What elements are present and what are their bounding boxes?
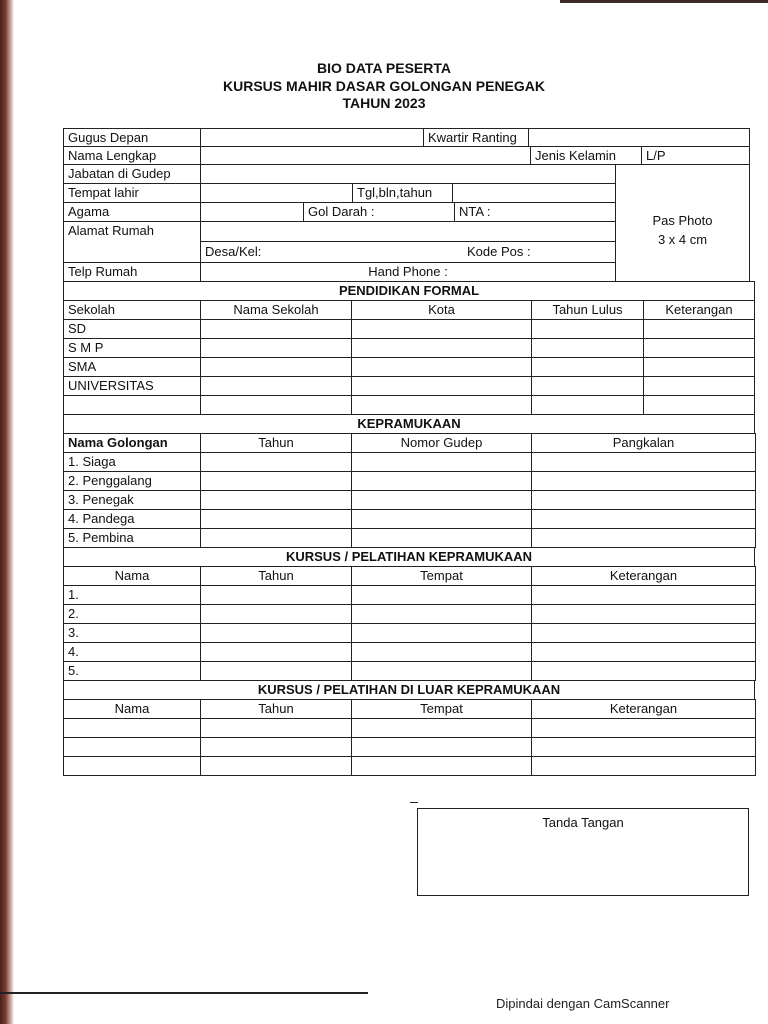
kepramukaan-row-cell[interactable] — [351, 528, 532, 548]
kursus-header-3: Keterangan — [531, 566, 756, 586]
pendidikan-row-cell[interactable] — [351, 376, 532, 396]
pendidikan-row-cell[interactable] — [531, 395, 644, 415]
kursus-row-label: 2. — [63, 604, 201, 624]
kepramukaan-row-cell[interactable] — [531, 509, 756, 529]
pendidikan-row-label — [63, 395, 201, 415]
kursus-header-2: Tempat — [351, 566, 532, 586]
scan-bottom-line — [0, 992, 368, 994]
kursus-row-label: 4. — [63, 642, 201, 662]
kepramukaan-header-2: Nomor Gudep — [351, 433, 532, 453]
kursus-row-cell[interactable] — [531, 642, 756, 662]
scan-edge-top — [560, 0, 768, 3]
kursus_luar-row-cell[interactable] — [531, 756, 756, 776]
pendidikan-header-3: Tahun Lulus — [531, 300, 644, 320]
pendidikan-row-cell[interactable] — [200, 319, 352, 339]
kursus_luar-row-cell[interactable] — [531, 718, 756, 738]
doc-title-line3: TAHUN 2023 — [342, 95, 426, 111]
kursus_luar-row-cell[interactable] — [200, 756, 352, 776]
photo-label: Pas Photo — [652, 213, 713, 228]
field-desa-kodepos[interactable] — [200, 241, 616, 263]
pendidikan-row-label: UNIVERSITAS — [63, 376, 201, 396]
signature-box[interactable] — [417, 808, 749, 896]
doc-title-line2: KURSUS MAHIR DASAR GOLONGAN PENEGAK — [222, 78, 545, 94]
kursus-row-cell[interactable] — [351, 661, 532, 681]
kursus-row-cell[interactable] — [531, 623, 756, 643]
kursus_luar-header-2: Tempat — [351, 699, 532, 719]
kursus-row-cell[interactable] — [351, 623, 532, 643]
field-tgl-lahir[interactable] — [452, 183, 616, 203]
kepramukaan-row-cell[interactable] — [351, 490, 532, 510]
pendidikan-row-label: SD — [63, 319, 201, 339]
kepramukaan-row-cell[interactable] — [531, 452, 756, 472]
pendidikan-header-4: Keterangan — [643, 300, 755, 320]
kepramukaan-header-3: Pangkalan — [531, 433, 756, 453]
kepramukaan-row-cell[interactable] — [200, 490, 352, 510]
kepramukaan-title: KEPRAMUKAAN — [63, 414, 755, 434]
kepramukaan-row-cell[interactable] — [200, 509, 352, 529]
pendidikan-row-cell[interactable] — [643, 319, 755, 339]
signature-tick — [410, 802, 418, 803]
signature-label: Tanda Tangan — [542, 815, 624, 830]
scan-edge-left — [0, 0, 14, 1024]
pendidikan-row-cell[interactable] — [531, 376, 644, 396]
kepramukaan-row-cell[interactable] — [351, 471, 532, 491]
kepramukaan-row-cell[interactable] — [531, 490, 756, 510]
pendidikan-row-cell[interactable] — [531, 338, 644, 358]
kepramukaan-row-cell[interactable] — [351, 452, 532, 472]
kepramukaan-row-label: 5. Pembina — [63, 528, 201, 548]
pendidikan-row-cell[interactable] — [531, 357, 644, 377]
pendidikan-title: PENDIDIKAN FORMAL — [63, 281, 755, 301]
kepramukaan-header-1: Tahun — [200, 433, 352, 453]
pendidikan-header-1: Nama Sekolah — [200, 300, 352, 320]
label-desa: Desa/Kel: — [205, 244, 262, 259]
kursus_luar-row-label — [63, 737, 201, 757]
label-telp-rumah: Telp Rumah — [63, 262, 201, 282]
pendidikan-row-cell[interactable] — [351, 357, 532, 377]
field-nta[interactable]: NTA : — [454, 202, 616, 222]
kursus-row-label: 3. — [63, 623, 201, 643]
kepramukaan-row-cell[interactable] — [200, 471, 352, 491]
kursus_luar-row-cell[interactable] — [351, 737, 532, 757]
kursus_luar-title: KURSUS / PELATIHAN DI LUAR KEPRAMUKAAN — [63, 680, 755, 700]
pendidikan-row-cell[interactable] — [351, 338, 532, 358]
kepramukaan-row-cell[interactable] — [200, 528, 352, 548]
pendidikan-row-label: SMA — [63, 357, 201, 377]
pendidikan-header-2: Kota — [351, 300, 532, 320]
kursus-row-label: 5. — [63, 661, 201, 681]
kursus-row-cell[interactable] — [200, 661, 352, 681]
kursus-header-0: Nama — [63, 566, 201, 586]
kursus_luar-header-3: Keterangan — [531, 699, 756, 719]
field-agama[interactable] — [200, 202, 304, 222]
kursus-row-cell[interactable] — [351, 604, 532, 624]
kursus_luar-header-0: Nama — [63, 699, 201, 719]
kursus-header-1: Tahun — [200, 566, 352, 586]
pendidikan-row-cell[interactable] — [351, 395, 532, 415]
label-jabatan: Jabatan di Gudep — [63, 164, 201, 184]
pendidikan-row-cell[interactable] — [643, 376, 755, 396]
field-gugus-depan[interactable] — [200, 128, 424, 147]
kursus-row-cell[interactable] — [200, 585, 352, 605]
pendidikan-row-cell[interactable] — [200, 376, 352, 396]
field-tempat-lahir[interactable] — [200, 183, 353, 203]
label-kode-pos: Kode Pos : — [467, 244, 531, 259]
kursus-row-label: 1. — [63, 585, 201, 605]
field-jabatan[interactable] — [200, 164, 616, 184]
pendidikan-row-cell[interactable] — [200, 395, 352, 415]
label-agama: Agama — [63, 202, 201, 222]
kepramukaan-row-label: 2. Penggalang — [63, 471, 201, 491]
kursus-title: KURSUS / PELATIHAN KEPRAMUKAAN — [63, 547, 755, 567]
kepramukaan-row-label: 3. Penegak — [63, 490, 201, 510]
field-gol-darah[interactable]: Gol Darah : — [303, 202, 455, 222]
kursus-row-cell[interactable] — [200, 642, 352, 662]
pendidikan-row-cell[interactable] — [643, 395, 755, 415]
kepramukaan-row-cell[interactable] — [531, 471, 756, 491]
label-gugus-depan: Gugus Depan — [63, 128, 201, 147]
doc-title-line1: BIO DATA PESERTA — [316, 60, 452, 76]
kursus_luar-row-label — [63, 718, 201, 738]
kursus_luar-header-1: Tahun — [200, 699, 352, 719]
kepramukaan-row-cell[interactable] — [200, 452, 352, 472]
kepramukaan-row-cell[interactable] — [531, 528, 756, 548]
label-tgl-lahir: Tgl,bln,tahun — [352, 183, 453, 203]
label-jenis-kelamin: Jenis Kelamin — [530, 146, 642, 165]
kursus-row-cell[interactable] — [531, 604, 756, 624]
pas-photo-box — [615, 164, 750, 282]
camscanner-watermark: Dipindai dengan CamScanner — [496, 996, 670, 1011]
kursus_luar-row-cell[interactable] — [200, 718, 352, 738]
kursus_luar-row-cell[interactable] — [351, 718, 532, 738]
kursus_luar-row-cell[interactable] — [351, 756, 532, 776]
pendidikan-row-cell[interactable] — [200, 357, 352, 377]
pendidikan-row-cell[interactable] — [351, 319, 532, 339]
kursus-row-cell[interactable] — [531, 661, 756, 681]
kursus-row-cell[interactable] — [531, 585, 756, 605]
label-nama-lengkap: Nama Lengkap — [63, 146, 201, 165]
field-alamat[interactable] — [200, 221, 616, 242]
field-nama-lengkap[interactable] — [200, 146, 531, 165]
kursus_luar-row-cell[interactable] — [531, 737, 756, 757]
kursus-row-cell[interactable] — [351, 642, 532, 662]
kursus-row-cell[interactable] — [200, 623, 352, 643]
pendidikan-row-label: S M P — [63, 338, 201, 358]
kursus-row-cell[interactable] — [351, 585, 532, 605]
kepramukaan-row-label: 4. Pandega — [63, 509, 201, 529]
pendidikan-row-cell[interactable] — [643, 357, 755, 377]
kursus_luar-row-cell[interactable] — [200, 737, 352, 757]
pendidikan-row-cell[interactable] — [200, 338, 352, 358]
field-jenis-kelamin[interactable]: L/P — [641, 146, 750, 165]
kepramukaan-row-cell[interactable] — [351, 509, 532, 529]
kepramukaan-row-label: 1. Siaga — [63, 452, 201, 472]
pendidikan-row-cell[interactable] — [531, 319, 644, 339]
label-kwartir-ranting: Kwartir Ranting — [423, 128, 529, 147]
kursus-row-cell[interactable] — [200, 604, 352, 624]
field-hand-phone[interactable]: Hand Phone : — [200, 262, 616, 282]
photo-size: 3 x 4 cm — [657, 232, 708, 247]
label-alamat: Alamat Rumah — [63, 221, 201, 263]
label-tempat-lahir: Tempat lahir — [63, 183, 201, 203]
pendidikan-header-0: Sekolah — [63, 300, 201, 320]
kepramukaan-header-0: Nama Golongan — [63, 433, 201, 453]
pendidikan-row-cell[interactable] — [643, 338, 755, 358]
kursus_luar-row-label — [63, 756, 201, 776]
field-kwartir-ranting[interactable] — [528, 128, 750, 147]
